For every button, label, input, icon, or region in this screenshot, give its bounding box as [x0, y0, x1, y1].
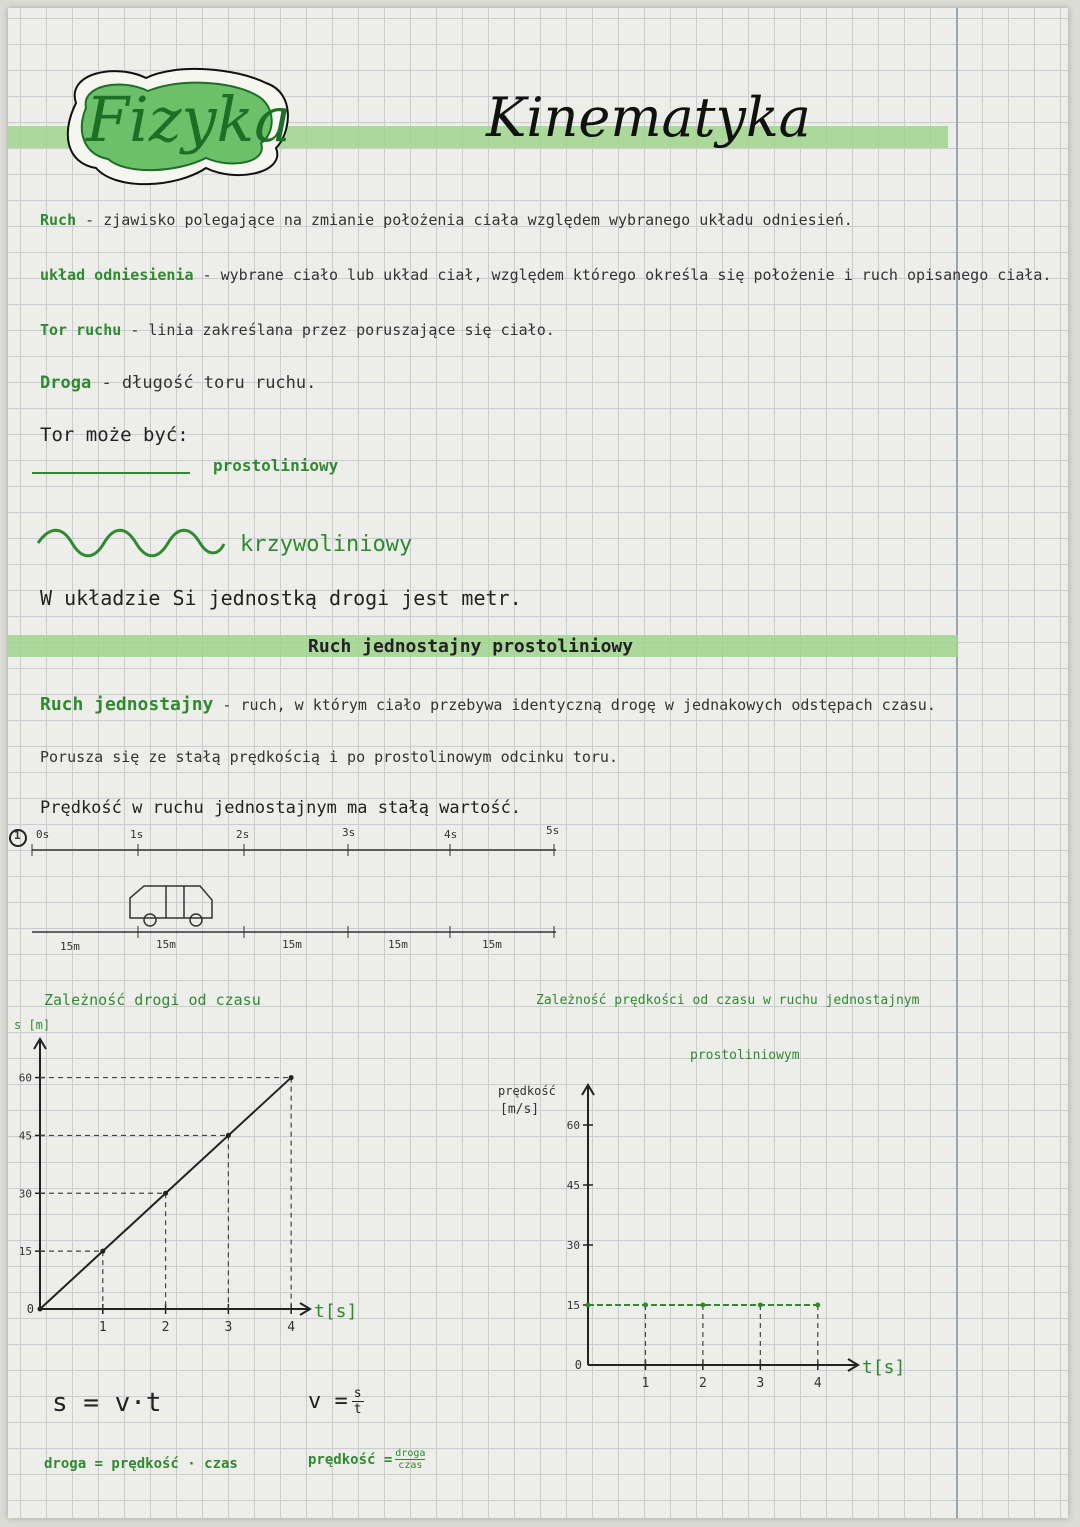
formula-words-2-den: czas	[398, 1460, 423, 1471]
y-tick-label: 30	[18, 1187, 32, 1201]
distance-label: 15m	[156, 938, 176, 951]
notebook-page	[8, 8, 1068, 1518]
page-title: Kinematyka	[486, 86, 811, 149]
formula-v-fraction	[352, 1386, 364, 1417]
chart-right-title-2: prostoliniowym	[690, 1048, 800, 1063]
time-label: 3s	[342, 826, 356, 839]
definition-text: - ruch, w którym ciało przebywa identyczną drogę w jednakowych odstępach czasu.	[222, 696, 936, 714]
margin-line	[956, 8, 958, 1518]
y-tick-label: 60	[18, 1071, 32, 1085]
x-tick-label: 4	[813, 1376, 822, 1391]
formula-words-2	[308, 1448, 425, 1471]
x-tick-label: 4	[287, 1320, 296, 1335]
data-point	[700, 1303, 705, 1308]
tor-straight-label: prostoliniowy	[213, 456, 339, 475]
x-tick-label: 2	[698, 1376, 707, 1391]
time-label: 2s	[236, 828, 250, 841]
y-tick-label: 15	[566, 1299, 580, 1312]
definition-term: Ruch jednostajny	[40, 694, 214, 715]
formula-v-left: v =	[308, 1389, 348, 1414]
x-tick-label: 3	[756, 1376, 765, 1391]
y-axis-label: s [m]	[14, 1018, 51, 1032]
timeline-marker: 1	[14, 829, 21, 842]
time-label: 5s	[546, 824, 560, 837]
chart-distance-time	[8, 1013, 368, 1343]
y-axis-unit: [m/s]	[500, 1102, 540, 1117]
y-tick-label: 45	[566, 1179, 580, 1192]
origin-label: 0	[26, 1302, 34, 1316]
time-label: 4s	[444, 828, 458, 841]
x-axis-label: t[s]	[314, 1301, 358, 1322]
formula-words-2-left: prędkość =	[308, 1451, 393, 1468]
data-point	[100, 1249, 105, 1254]
definition-text: - linia zakreślana przez poruszające się ciało.	[130, 321, 555, 339]
y-tick-label: 15	[18, 1245, 32, 1259]
section-definition	[40, 694, 936, 715]
definition-tor	[40, 321, 555, 339]
logo-text: Fizyka	[86, 83, 292, 156]
definition-text: - zjawisko polegające na zmianie położenia ciała względem wybranego układu odniesień.	[85, 211, 853, 229]
data-point	[758, 1303, 763, 1308]
formula-words-1: droga = prędkość · czas	[44, 1456, 238, 1472]
x-axis-label: t[s]	[862, 1357, 906, 1378]
data-point	[289, 1075, 294, 1080]
x-tick-label: 2	[161, 1320, 170, 1335]
chart-left-title: Zależność drogi od czasu	[44, 991, 261, 1009]
distance-label: 15m	[282, 938, 302, 951]
y-tick-label: 60	[566, 1119, 580, 1132]
formula-v-den: t	[353, 1402, 362, 1417]
definition-droga	[40, 373, 316, 393]
x-tick-label: 3	[224, 1320, 233, 1335]
tor-intro: Tor może być:	[40, 424, 189, 446]
definition-term: Droga	[40, 373, 92, 393]
data-point	[586, 1303, 591, 1308]
formula-v	[308, 1386, 364, 1417]
section-title: Ruch jednostajny prostoliniowy	[308, 636, 634, 657]
formula-s-vt: s = v·t	[52, 1388, 162, 1418]
y-axis-label: prędkość	[498, 1084, 556, 1098]
y-tick-label: 45	[18, 1129, 32, 1143]
section-line3: Prędkość w ruchu jednostajnym ma stałą wartość.	[40, 798, 522, 818]
timeline-lines	[8, 820, 608, 960]
formula-v-num: s	[353, 1386, 362, 1401]
data-point	[643, 1303, 648, 1308]
data-point	[38, 1307, 43, 1312]
data-point	[163, 1191, 168, 1196]
distance-label: 15m	[60, 940, 80, 953]
data-point	[815, 1303, 820, 1308]
chart-velocity-time	[478, 1073, 906, 1398]
formula-words-2-fraction	[395, 1448, 425, 1471]
time-label: 0s	[36, 828, 50, 841]
definition-uklad	[40, 266, 1051, 284]
data-point	[226, 1133, 231, 1138]
definition-text: - wybrane ciało lub układ ciał, względem którego określa się położenie i ruch opisanego ciała.	[202, 266, 1052, 284]
curved-path-line	[38, 530, 224, 556]
definition-ruch	[40, 211, 853, 229]
distance-label: 15m	[388, 938, 408, 951]
definition-term: Ruch	[40, 211, 77, 229]
definition-term: układ odniesienia	[40, 266, 194, 284]
timeline	[8, 820, 608, 960]
fizyka-logo	[56, 63, 296, 193]
x-tick-label: 1	[641, 1376, 650, 1391]
origin-label: 0	[574, 1358, 582, 1372]
distance-label: 15m	[482, 938, 502, 951]
section-line2: Porusza się ze stałą prędkością i po prostolinowym odcinku toru.	[40, 748, 618, 766]
definition-text: - długość toru ruchu.	[101, 373, 317, 393]
formula-words-2-num: droga	[395, 1448, 426, 1459]
chart-right-title: Zależność prędkości od czasu w ruchu jednostajnym	[536, 993, 920, 1008]
car-sketch	[130, 886, 212, 926]
y-tick-label: 30	[566, 1239, 580, 1252]
time-label: 1s	[130, 828, 144, 841]
definition-term: Tor ruchu	[40, 321, 122, 339]
si-note: W układzie Si jednostką drogi jest metr.	[40, 586, 522, 610]
tor-curved-label: krzywoliniowy	[240, 532, 413, 557]
x-tick-label: 1	[98, 1320, 107, 1335]
